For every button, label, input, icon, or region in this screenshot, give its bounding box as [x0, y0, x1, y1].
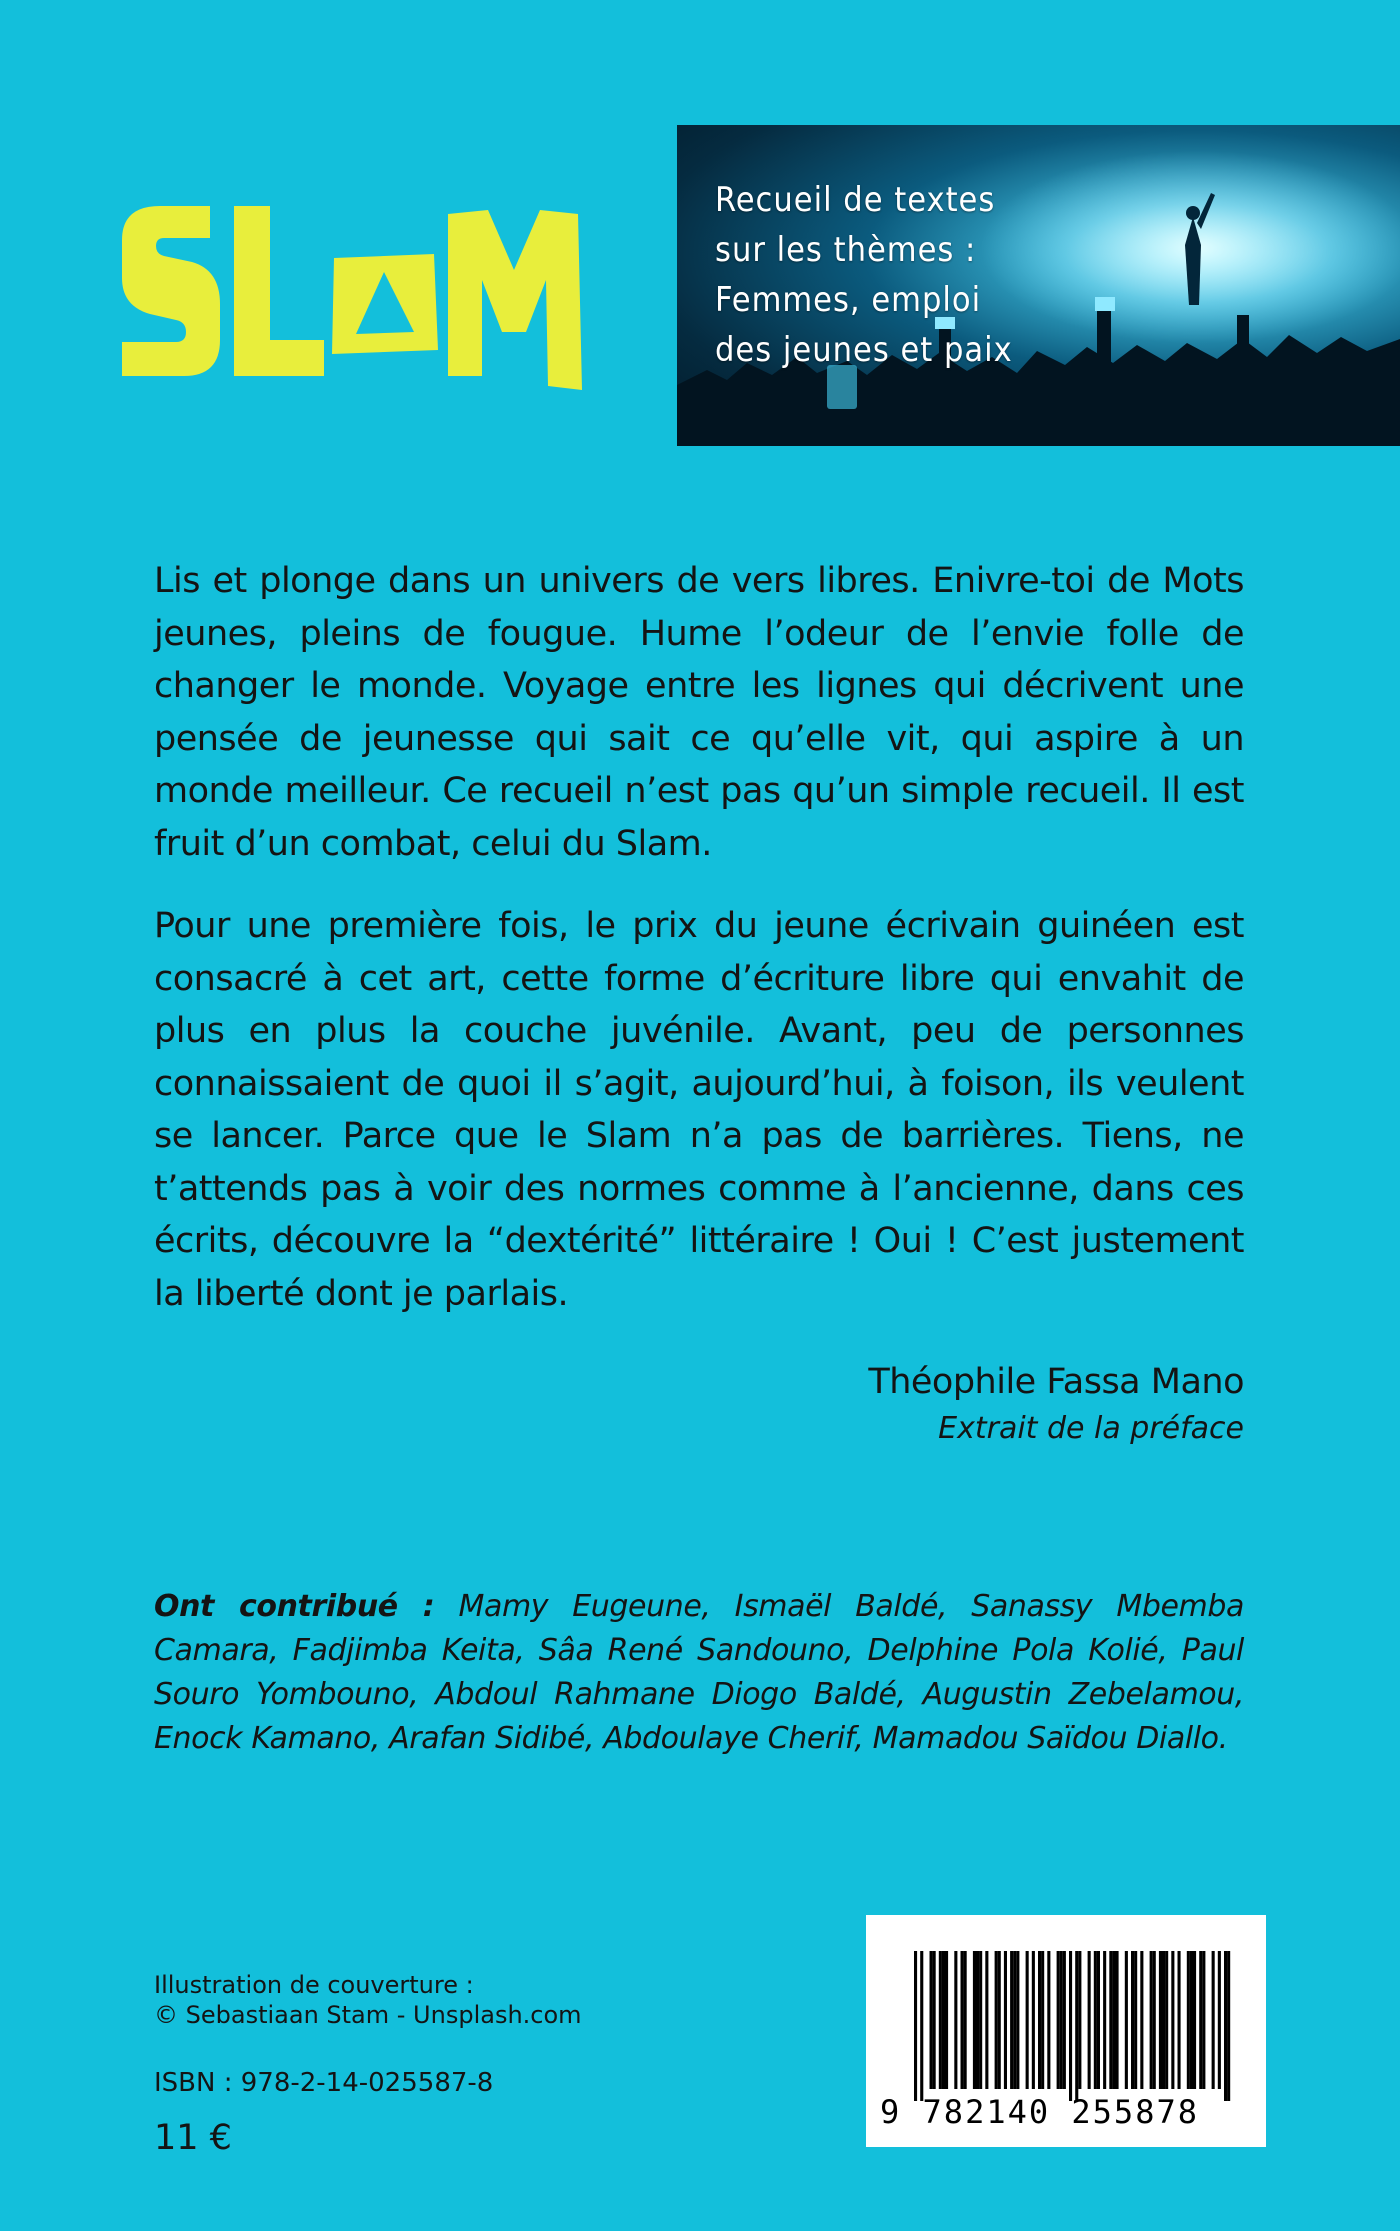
barcode-bar [1041, 1951, 1044, 2089]
barcode-bar [1004, 1951, 1007, 2089]
barcode-bar [985, 1951, 988, 2089]
barcode-bar [954, 1951, 957, 2089]
tagline [715, 175, 1013, 375]
barcode-bar [1199, 1951, 1202, 2089]
barcode-bar [1218, 1951, 1221, 2089]
barcode-bar [1165, 1951, 1168, 2089]
barcode-bar [1097, 1951, 1100, 2089]
barcode-bar [1109, 1951, 1112, 2089]
barcode-bar [1016, 1951, 1019, 2089]
barcode-number: 9 782140 255878 [880, 2093, 1199, 2131]
slam-logo [112, 200, 602, 400]
tagline-line-3: Femmes, emploi [715, 280, 982, 320]
barcode-bar [942, 1951, 945, 2089]
barcode-bar [1140, 1951, 1143, 2089]
blurb [154, 555, 1244, 1350]
barcode-bar [979, 1951, 982, 2089]
barcode-bar [1069, 1951, 1072, 2101]
barcode-bar [1094, 1951, 1097, 2089]
barcode-bar [1125, 1951, 1128, 2089]
barcode-bar [1047, 1951, 1050, 2089]
barcode-bar [1112, 1951, 1115, 2089]
barcode-bar [1038, 1951, 1041, 2089]
barcode-bar [930, 1951, 933, 2089]
illustration-credits [154, 1970, 582, 2030]
barcode-bar [1162, 1951, 1165, 2089]
barcode [866, 1915, 1266, 2147]
barcode-bar [920, 1951, 923, 2101]
barcode-bar [995, 1951, 998, 2089]
contributors-label: Ont contribué : [154, 1589, 435, 1624]
barcode-bar [1026, 1951, 1029, 2089]
barcode-bar [998, 1951, 1001, 2089]
barcode-bar [945, 1951, 948, 2089]
barcode-bar [976, 1951, 979, 2089]
barcode-bar [1171, 1951, 1174, 2089]
barcode-bar [1103, 1951, 1106, 2089]
barcode-bar [1227, 1951, 1230, 2101]
tagline-line-4: des jeunes et paix [715, 330, 1013, 370]
illustration-label: Illustration de couverture : [154, 1971, 474, 1999]
price: 11 € [154, 2118, 232, 2158]
barcode-bar [1032, 1951, 1035, 2089]
slam-logo-graphic [112, 200, 602, 400]
barcode-bar [1153, 1951, 1156, 2089]
signature-subtitle: Extrait de la préface [938, 1411, 1244, 1446]
signature-name: Théophile Fassa Mano [868, 1362, 1244, 1402]
illustration-credit: © Sebastiaan Stam - Unsplash.com [154, 2001, 582, 2029]
barcode-bar [1202, 1951, 1205, 2089]
barcode-bar [1131, 1951, 1134, 2089]
barcode-bar [1134, 1951, 1137, 2089]
barcode-bar [1116, 1951, 1119, 2089]
barcode-bar [1060, 1951, 1063, 2089]
tagline-line-2: sur les thèmes : [715, 230, 977, 270]
signature [868, 1357, 1244, 1451]
blurb-paragraph-1: Lis et plonge dans un univers de vers libres. Enivre-toi de Mots jeunes, pleins de fougue. Hume l’odeur de l’envie folle de changer le monde. Voyage entre les lignes qui décrivent une pensée de jeunesse qui sait ce qu’elle vit, qui aspire à un monde meilleur. Ce recueil n’est pas qu’un simple recueil. Il est fruit d’un combat, celui du Slam. [154, 561, 1244, 864]
barcode-bar [1150, 1951, 1153, 2089]
barcode-bar [914, 1951, 917, 2101]
barcode-bar [1010, 1951, 1013, 2089]
barcode-bar [1063, 1951, 1066, 2089]
barcode-bar [1193, 1951, 1196, 2089]
barcode-bar [1075, 1951, 1078, 2101]
contributors-names: Mamy Eugeune, Ismaël Baldé, Sanassy Mbemba Camara, Fadjimba Keita, Sâa René Sandouno, Delphine Pola Kolié, Paul Souro Yombouno, Abdoul Rahmane Diogo Baldé, Augustin Zebelamou, Enock Kamano, Arafan Sidibé, Abdoulaye Cherif, Mamadou Saïdou Diallo. [154, 1589, 1245, 1756]
barcode-bar [1078, 1951, 1081, 2089]
barcode-bar [1088, 1951, 1091, 2089]
blurb-paragraph-2: Pour une première fois, le prix du jeune écrivain guinéen est consacré à cet art, cette forme d’écriture libre qui envahit de plus en plus la couche juvénile. Avant, peu de personnes connaissaient de quoi il s’agit, aujourd’hui, à foison, ils veulent se lancer. Parce que le Slam n’a pas de barrières. Tiens, ne t’attends pas à voir des normes comme à l’ancienne, dans ces écrits, découvre la “dextérité” littéraire ! Oui ! C’est justement la liberté dont je parlais. [154, 906, 1244, 1314]
barcode-bar [961, 1951, 964, 2089]
barcode-bar [1190, 1951, 1193, 2089]
isbn: ISBN : 978-2-14-025587-8 [154, 2068, 494, 2098]
barcode-bar [1057, 1951, 1060, 2089]
contributors [154, 1585, 1244, 1761]
barcode-bar [1224, 1951, 1227, 2101]
barcode-bar [1013, 1951, 1016, 2089]
barcode-bar [1212, 1951, 1215, 2089]
barcode-bar [1178, 1951, 1181, 2089]
barcode-bar [933, 1951, 936, 2089]
tagline-line-1: Recueil de textes [715, 180, 996, 220]
concert-photo [677, 125, 1400, 446]
barcode-bar [939, 1951, 942, 2089]
barcode-bar [964, 1951, 967, 2089]
barcode-bar [1187, 1951, 1190, 2089]
barcode-bar [973, 1951, 976, 2089]
barcode-bar [1159, 1951, 1162, 2089]
